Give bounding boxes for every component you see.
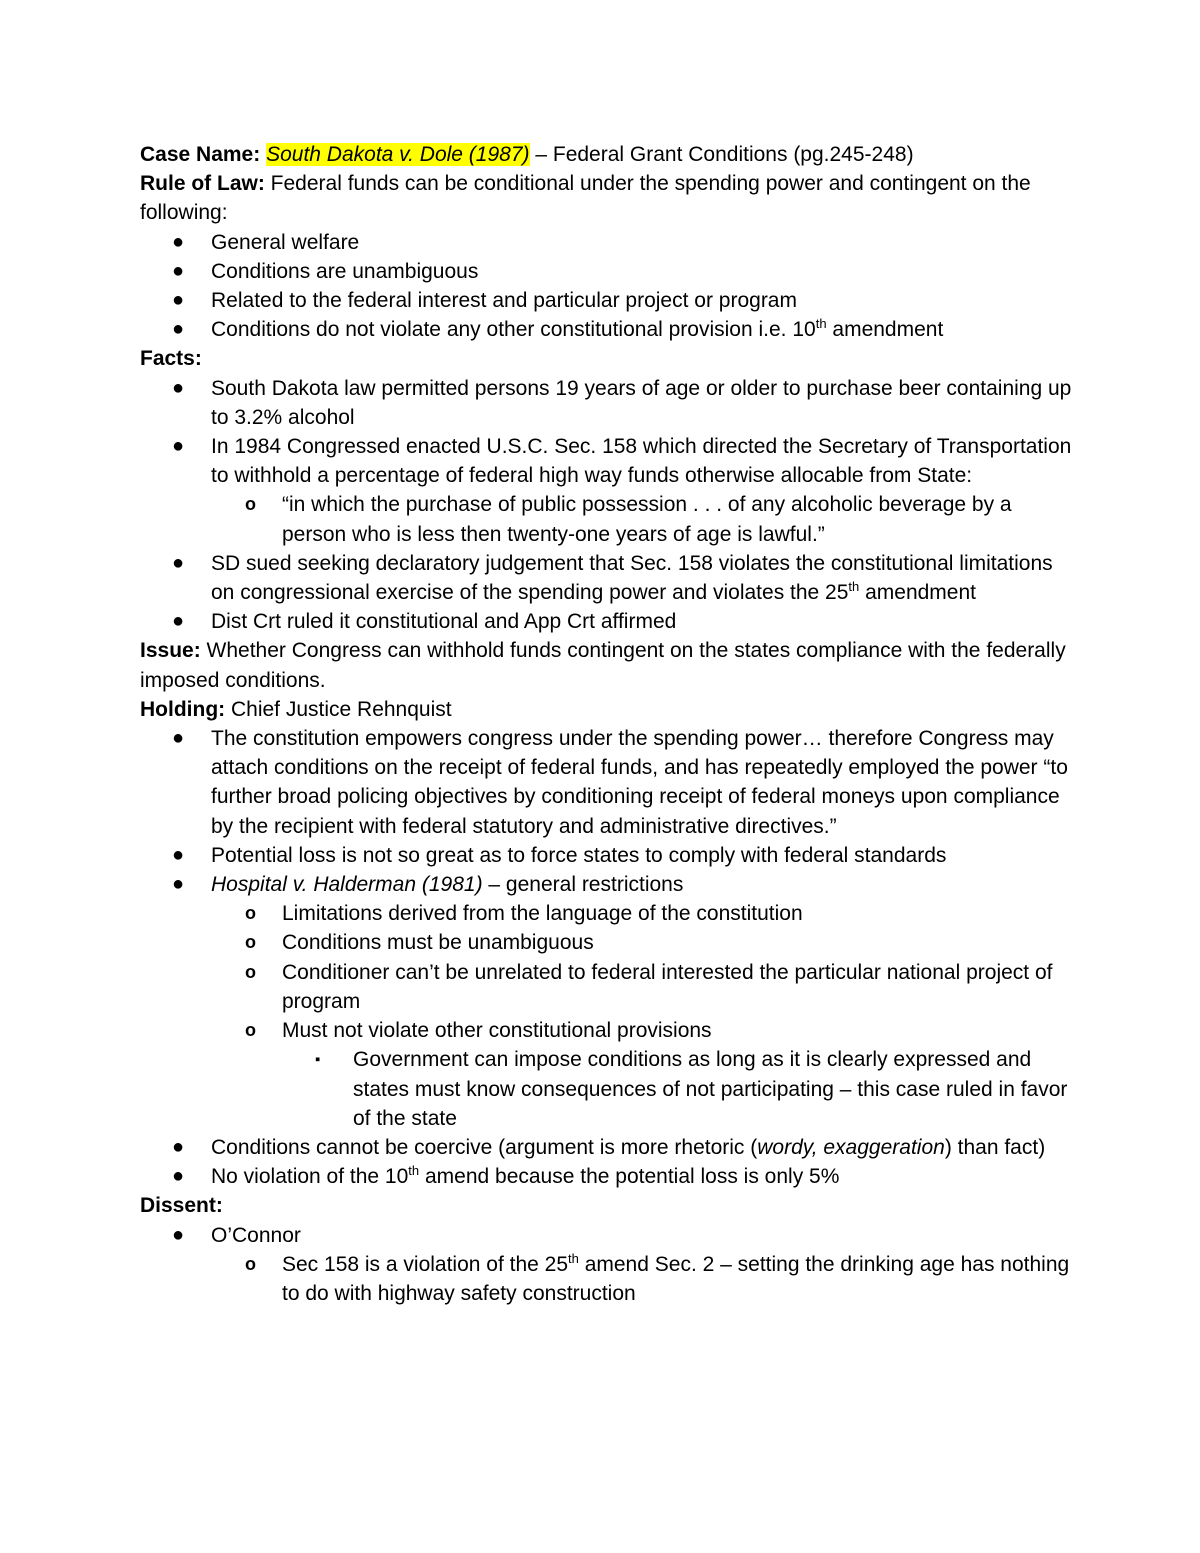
list-item <box>140 374 1080 432</box>
list-item <box>140 870 1080 1133</box>
list-item <box>140 286 1080 315</box>
list-item-text: Conditions cannot be coercive (argument is more rhetoric ( <box>211 1135 758 1159</box>
issue-label: Issue: <box>140 639 201 663</box>
list-item <box>140 841 1080 870</box>
list-item <box>140 1045 1080 1133</box>
dissent-list <box>140 1221 1080 1309</box>
list-item <box>140 724 1080 841</box>
superscript: th <box>408 1163 420 1179</box>
bullet-icon: ● <box>172 1223 185 1246</box>
list-item <box>140 1133 1080 1162</box>
list-item-text: Sec 158 is a violation of the 25 <box>282 1252 569 1276</box>
list-item <box>140 899 1080 928</box>
list-item-text: Must not violate other constitutional provisions <box>282 1019 712 1043</box>
list-item-text: No violation of the 10 <box>211 1165 409 1189</box>
sub-sub-list <box>140 1045 1080 1133</box>
list-item-text: Potential loss is not so great as to force states to comply with federal standards <box>211 843 947 867</box>
list-item <box>140 928 1080 957</box>
square-bullet-icon: ▪ <box>315 1051 321 1069</box>
italic-text: wordy, exaggeration <box>757 1135 945 1159</box>
holding-text: Chief Justice Rehnquist <box>225 697 452 721</box>
rule-of-law-list <box>140 228 1080 345</box>
bullet-icon: ● <box>172 230 185 253</box>
sub-list <box>140 899 1080 1133</box>
case-brief <box>140 140 1080 1308</box>
list-item <box>140 490 1080 548</box>
list-item-text: Government can impose conditions as long as it is clearly expressed and states must know consequences of not participating – this case ruled in favor of the state <box>353 1048 1068 1130</box>
superscript: th <box>568 1250 579 1266</box>
holding-list <box>140 724 1080 1191</box>
list-item-text: amendment <box>826 318 944 342</box>
list-item <box>140 1162 1080 1191</box>
bullet-icon: ● <box>172 289 185 312</box>
list-item-text: SD sued seeking declaratory judgement that Sec. 158 violates the constitutional limitations on congressional exercise of the spending power and violates the 25 <box>211 551 1053 605</box>
facts-heading <box>140 344 1080 373</box>
list-item-text: amend Sec. 2 – setting the drinking age has nothing to do with highway safety construction <box>282 1252 1070 1305</box>
bullet-icon: ● <box>172 873 185 896</box>
sub-list <box>140 1250 1080 1308</box>
list-item-text: ) than fact) <box>944 1135 1046 1159</box>
list-item-text: Conditions do not violate any other constitutional provision i.e. 10 <box>211 318 816 342</box>
list-item-text: Dist Crt ruled it constitutional and App Crt affirmed <box>211 610 677 634</box>
circle-bullet-icon: o <box>245 903 256 924</box>
superscript: th <box>848 579 860 595</box>
bullet-icon: ● <box>172 1165 185 1188</box>
list-item <box>140 257 1080 286</box>
dissent-heading <box>140 1191 1080 1220</box>
issue-text: Whether Congress can withhold funds contingent on the states compliance with the federally imposed conditions. <box>140 639 1066 692</box>
bullet-icon: ● <box>172 318 185 341</box>
list-item-text: Conditions must be unambiguous <box>282 931 594 955</box>
superscript: th <box>815 316 827 332</box>
case-name-label: Case Name: <box>140 143 261 166</box>
case-name-line <box>140 140 1080 169</box>
holding-line <box>140 695 1080 724</box>
list-item-text: Related to the federal interest and particular project or program <box>211 289 797 313</box>
list-item <box>140 432 1080 549</box>
bullet-icon: ● <box>172 843 185 866</box>
case-name-highlight: South Dakota v. Dole (1987) <box>266 143 530 166</box>
list-item-text: amend because the potential loss is only 5% <box>419 1165 840 1189</box>
list-item-text: Limitations derived from the language of the constitution <box>282 902 803 926</box>
rule-of-law-text: Federal funds can be conditional under the spending power and contingent on the following: <box>140 172 1031 225</box>
list-item <box>140 1221 1080 1309</box>
rule-of-law-label: Rule of Law: <box>140 172 265 196</box>
bullet-icon: ● <box>172 1135 185 1158</box>
facts-label: Facts: <box>140 347 202 371</box>
list-item-text: “in which the purchase of public possession . . . of any alcoholic beverage by a person who is less then twenty-one years of age is lawful.” <box>282 493 1012 546</box>
circle-bullet-icon: o <box>245 494 256 515</box>
facts-list <box>140 374 1080 637</box>
bullet-icon: ● <box>172 259 185 282</box>
circle-bullet-icon: o <box>245 932 256 953</box>
case-name-rest: – Federal Grant Conditions (pg.245-248) <box>529 143 914 166</box>
bullet-icon: ● <box>172 376 185 399</box>
bullet-icon: ● <box>172 435 185 458</box>
sub-list <box>140 490 1080 548</box>
circle-bullet-icon: o <box>245 1020 256 1041</box>
rule-of-law-line <box>140 169 1080 227</box>
list-item-text: The constitution empowers congress under the spending power… therefore Congress may attach conditions on the receipt of federal funds, and has repeatedly employed the power “to further broad policing objectives by conditioning receipt of federal moneys upon compliance by the recipient with federal statutory and administrative directives.” <box>211 727 1068 838</box>
list-item-text: amendment <box>859 581 976 605</box>
list-item <box>140 958 1080 1016</box>
bullet-icon: ● <box>172 610 185 633</box>
list-item-text: Conditioner can’t be unrelated to federal interested the particular national project of program <box>282 960 1053 1013</box>
list-item <box>140 1250 1080 1308</box>
holding-label: Holding: <box>140 697 226 721</box>
list-item <box>140 315 1080 344</box>
list-item <box>140 1016 1080 1133</box>
cited-case: Hospital v. Halderman (1981) <box>211 873 483 897</box>
bullet-icon: ● <box>172 551 185 574</box>
circle-bullet-icon: o <box>245 1253 256 1274</box>
list-item-text: South Dakota law permitted persons 19 years of age or older to purchase beer containing up to 3.2% alcohol <box>211 376 1072 429</box>
list-item <box>140 228 1080 257</box>
list-item <box>140 549 1080 607</box>
list-item-text: O’Connor <box>211 1223 301 1247</box>
issue-line <box>140 636 1080 694</box>
list-item-text: General welfare <box>211 230 360 254</box>
list-item-text: In 1984 Congressed enacted U.S.C. Sec. 158 which directed the Secretary of Transportation to withhold a percentage of federal high way funds otherwise allocable from State: <box>211 435 1072 488</box>
circle-bullet-icon: o <box>245 961 256 982</box>
list-item <box>140 607 1080 636</box>
list-item-text: – general restrictions <box>482 873 684 897</box>
bullet-icon: ● <box>172 727 185 750</box>
dissent-label: Dissent: <box>140 1194 223 1218</box>
list-item-text: Conditions are unambiguous <box>211 259 479 283</box>
